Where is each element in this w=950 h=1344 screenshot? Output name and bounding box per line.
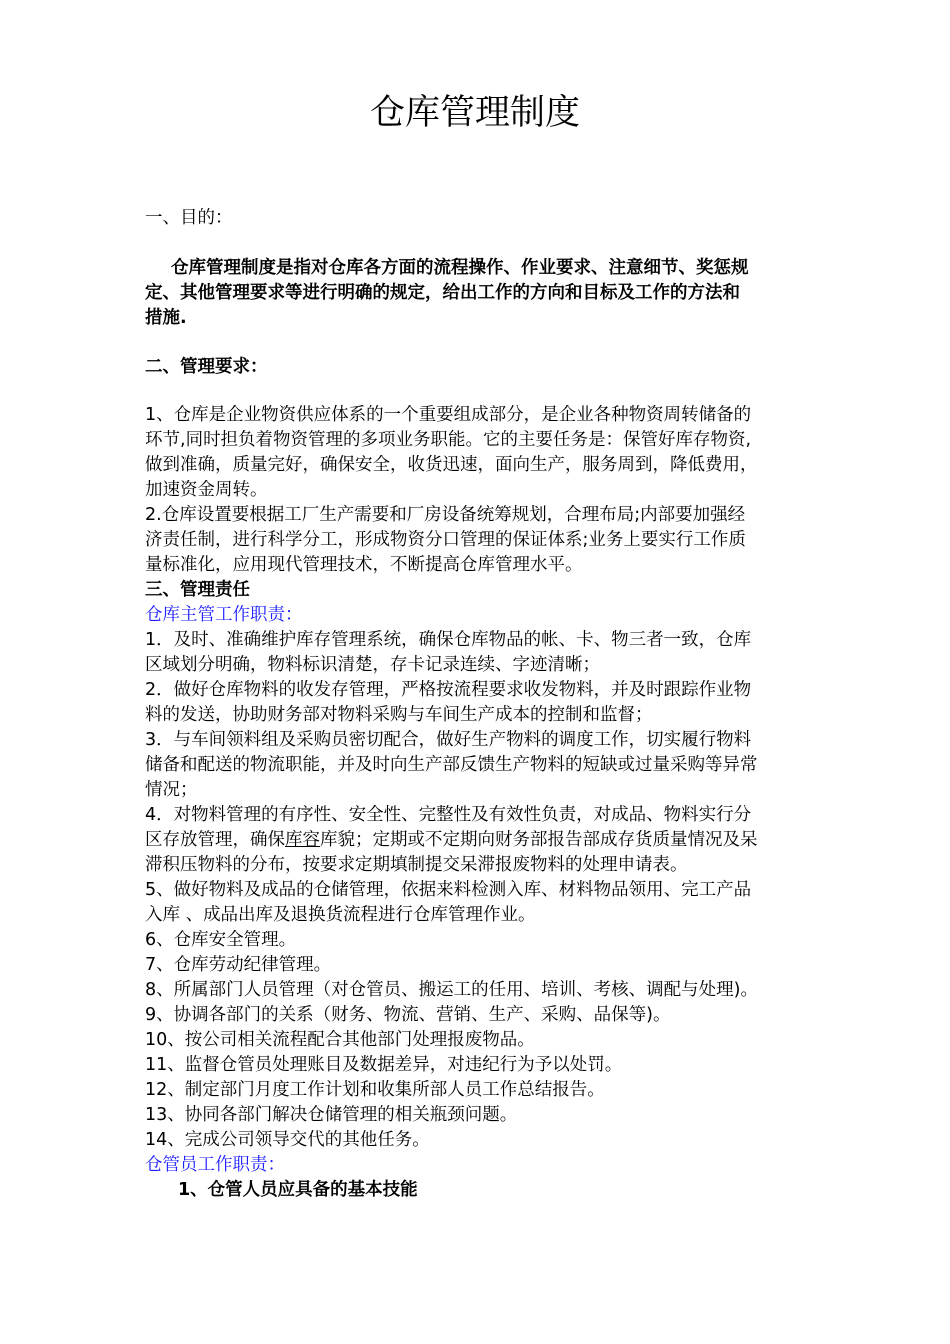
duty2-line2: 料的发送，协助财务部对物料采购与车间生产成本的控制和监督； — [145, 705, 653, 725]
duty14: 14、完成公司领导交代的其他任务。 — [145, 1130, 430, 1150]
section3-heading: 三、管理责任 — [145, 580, 250, 600]
duty3-line2: 储备和配送的物流职能，并及时向生产部反馈生产物料的短缺或过量采购等异常 — [145, 755, 758, 775]
duty4-line3: 滞积压物料的分布，按要求定期填制提交呆滞报废物料的处理申请表。 — [145, 855, 688, 875]
duty5-line2: 入库 、成品出库及退换货流程进行仓库管理作业。 — [145, 905, 536, 925]
duty10: 10、按公司相关流程配合其他部门处理报废物品。 — [145, 1030, 535, 1050]
section1-heading: 一、目的： — [145, 208, 233, 228]
section2-heading: 二、管理要求： — [145, 357, 268, 377]
duty13: 13、协同各部门解决仓储管理的相关瓶颈问题。 — [145, 1105, 518, 1125]
duty3-line3: 情况； — [145, 780, 198, 800]
section1-para-line1: 仓库管理制度是指对仓库各方面的流程操作、作业要求、注意细节、奖惩规 — [171, 258, 749, 278]
section2-item2-line3: 量标准化，应用现代管理技术，不断提高仓库管理水平。 — [145, 555, 583, 575]
duty12: 12、制定部门月度工作计划和收集所部人员工作总结报告。 — [145, 1080, 605, 1100]
duty7: 7、仓库劳动纪律管理。 — [145, 955, 332, 975]
document-title: 仓库管理制度 — [369, 93, 580, 133]
duty6: 6、仓库安全管理。 — [145, 930, 297, 950]
section2-item2-line1: 2.仓库设置要根据工厂生产需要和厂房设备统筹规划，合理布局;内部要加强经 — [145, 505, 746, 525]
section2-item1-line1: 1、仓库是企业物资供应体系的一个重要组成部分，是企业各种物资周转储备的 — [145, 405, 752, 425]
duty1-line2: 区域划分明确，物料标识清楚，存卡记录连续、字迹清晰； — [145, 655, 600, 675]
supervisor-duties-heading: 仓库主管工作职责： — [145, 605, 303, 625]
section2-item1-line3: 做到准确，质量完好，确保安全，收货迅速，面向生产，服务周到，降低费用， — [145, 455, 758, 475]
keeper-duties-heading: 仓管员工作职责： — [145, 1155, 285, 1175]
duty2-line1: 2．做好仓库物料的收发存管理，严格按流程要求收发物料，并及时跟踪作业物 — [145, 680, 752, 700]
section2-item1-line4: 加速资金周转。 — [145, 480, 268, 500]
section1-para-line3: 措施. — [145, 308, 187, 328]
duty8: 8、所属部门人员管理（对仓管员、搬运工的任用、培训、考核、调配与处理)。 — [145, 980, 758, 1000]
duty1-line1: 1．及时、准确维护库存管理系统，确保仓库物品的帐、卡、物三者一致，仓库 — [145, 630, 752, 650]
section2-item2-line2: 济责任制，进行科学分工，形成物资分口管理的保证体系;业务上要实行工作质 — [145, 530, 746, 550]
keeper-subheading-1: 1、仓管人员应具备的基本技能 — [178, 1180, 418, 1200]
section1-para-line2: 定、其他管理要求等进行明确的规定，给出工作的方向和目标及工作的方法和 — [145, 283, 740, 303]
duty4-line2 — [145, 828, 758, 853]
duty5-line1: 5、做好物料及成品的仓储管理，依据来料检测入库、材料物品领用、完工产品 — [145, 880, 752, 900]
section2-item1-line2: 环节,同时担负着物资管理的多项业务职能。它的主要任务是：保管好库存物资, — [145, 430, 752, 450]
duty11: 11、监督仓管员处理账目及数据差异，对违纪行为予以处罚。 — [145, 1055, 623, 1075]
duty4-underlined-term: 库容 — [285, 830, 320, 850]
duty9: 9、协调各部门的关系（财务、物流、营销、生产、采购、品保等)。 — [145, 1005, 671, 1025]
duty4-line1: 4．对物料管理的有序性、安全性、完整性及有效性负责，对成品、物料实行分 — [145, 805, 752, 825]
duty4-line2-part-b: 库貌；定期或不定期向财务部报告部成存货质量情况及呆 — [320, 830, 758, 850]
duty4-line2-part-a: 区存放管理，确保 — [145, 830, 285, 850]
duty3-line1: 3．与车间领料组及采购员密切配合，做好生产物料的调度工作，切实履行物料 — [145, 730, 752, 750]
